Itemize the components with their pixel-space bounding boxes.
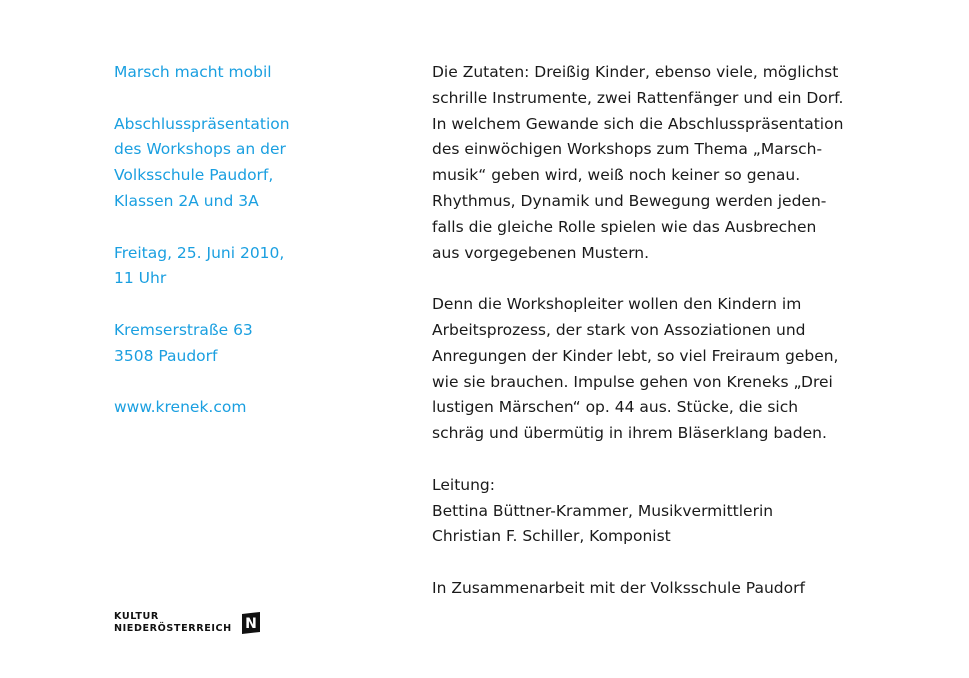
kultur-niederoesterreich-logo [114,611,262,635]
text-line: schrille Instrumente, zwei Rattenfänger und ein Dorf. [432,88,844,107]
cooperation-note: In Zusammenarbeit mit der Volksschule Paudorf [432,578,805,597]
event-address [114,318,354,370]
text-line: Denn die Workshopleiter wollen den Kindern im [432,295,802,314]
text-line: falls die gleiche Rolle spielen wie das Ausbrechen [432,217,817,236]
description-column [432,60,912,602]
text-line: Die Zutaten: Dreißig Kinder, ebenso viele, möglichst [432,63,839,81]
text-line: aus vorgegebenen Mustern. [432,243,650,262]
address-street: Kremserstraße 63 [114,320,253,339]
logo-line-niederoesterreich: NIEDERÖSTERREICH [114,623,232,634]
leitung-person: Christian F. Schiller, Komponist [432,527,671,546]
date-line: Freitag, 25. Juni 2010, [114,243,285,262]
n-logo-icon [240,611,262,635]
text-line: Anregungen der Kinder lebt, so viel Freiraum geben, [432,346,839,365]
text-line: Rhythmus, Dynamik und Bewegung werden jeden- [432,191,827,210]
leitung-person: Bettina Büttner-Krammer, Musikvermittlerin [432,501,774,520]
text-line: lustigen Märschen“ op. 44 aus. Stücke, die sich [432,398,799,417]
logo-mark-letter: N [244,616,257,632]
text-line: musik“ geben wird, weiß noch keiner so genau. [432,166,801,185]
text-line: Arbeitsprozess, der stark von Assoziationen und [432,320,806,339]
event-title: Marsch macht mobil [114,63,272,81]
event-description [114,112,354,215]
logo-text [114,611,232,635]
event-line: Abschlusspräsentation [114,114,290,133]
event-line: des Workshops an der [114,140,286,159]
event-line: Klassen 2A und 3A [114,191,259,210]
paragraph-ingredients [432,60,912,266]
time-line: 11 Uhr [114,269,167,288]
leitung-label: Leitung: [432,475,495,494]
event-line: Volksschule Paudorf, [114,166,274,185]
text-line: schräg und übermütig in ihrem Bläserklang baden. [432,424,827,443]
paragraph-workshop [432,292,912,447]
address-city: 3508 Paudorf [114,346,218,365]
logo-line-kultur: KULTUR [114,611,159,622]
event-info-column [114,60,354,421]
text-line: In welchem Gewande sich die Abschlusspräsentation [432,114,844,133]
website-link[interactable]: www.krenek.com [114,398,247,417]
leitung-section [432,473,912,550]
text-line: des einwöchigen Workshops zum Thema „Marsch- [432,140,823,159]
event-date [114,241,354,293]
text-line: wie sie brauchen. Impulse gehen von Kreneks „Drei [432,372,833,391]
